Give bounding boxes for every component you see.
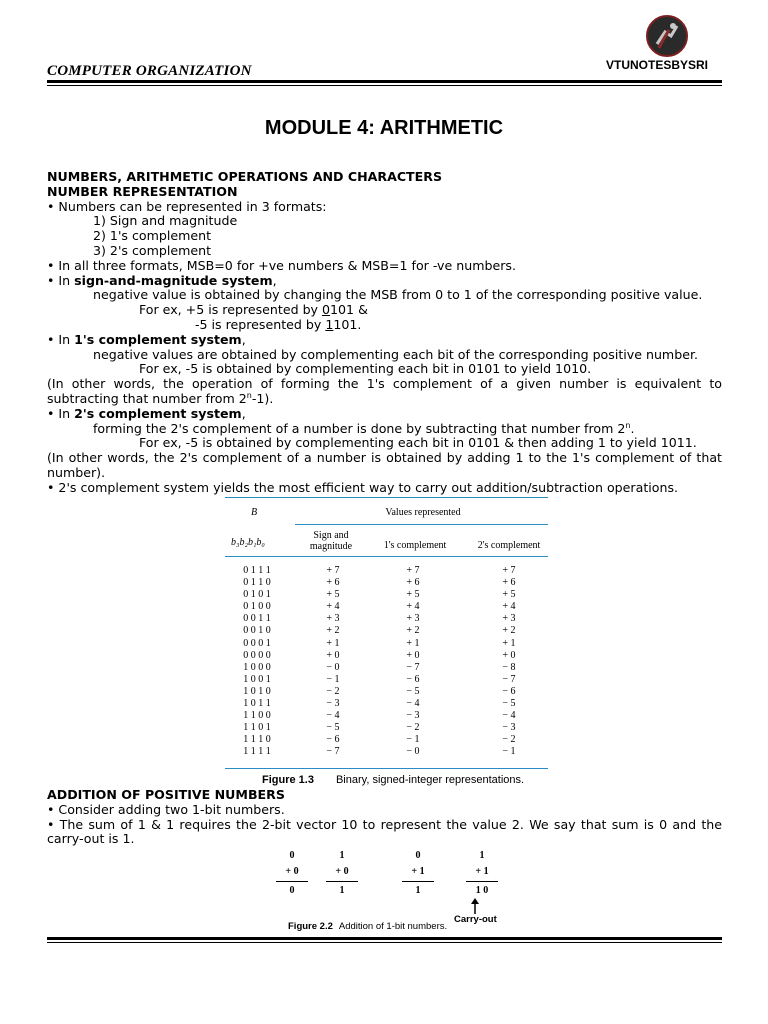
table-cell: 0 0 1 1 (243, 613, 271, 625)
tc-example: For ex, -5 is obtained by complementing each bit in 0101 & then adding 1 to yield 1011. (139, 435, 697, 451)
table-cell: + 2 (502, 625, 516, 637)
table-cell: − 3 (406, 710, 420, 722)
figure-1-3-caption: Figure 1.3 Binary, signed-integer representations. (262, 774, 525, 786)
header-rule-thin (47, 85, 722, 86)
table-cell: 1 0 1 0 (243, 685, 271, 697)
main-body (47, 170, 722, 496)
table-cell: 1 0 0 0 (243, 661, 271, 673)
table-cell: + 2 (406, 625, 420, 637)
table-cell: − 5 (326, 722, 340, 734)
table-cell: + 0 (326, 649, 340, 661)
sm-example: -5 is represented by 1101. (195, 316, 362, 332)
table-cell: + 0 (502, 649, 516, 661)
table-cell: − 3 (502, 722, 516, 734)
table-cell: + 1 (326, 637, 340, 649)
addend: + 0 (335, 866, 349, 877)
section-heading: NUMBERS, ARITHMETIC OPERATIONS AND CHARACTERS (47, 169, 443, 184)
oc-note: (In other words, the operation of forming the 1's complement of a given number is equivalent to subtracting that number from 2$^n$-1). (47, 376, 722, 406)
table-cell: + 1 (406, 637, 420, 649)
table-cell: − 4 (406, 698, 420, 710)
table-cell: − 1 (502, 746, 516, 758)
addend: + 1 (411, 866, 425, 877)
table-rule (295, 524, 548, 525)
addend: 1 (479, 850, 485, 861)
addend: + 1 (475, 866, 489, 877)
table-cell: + 4 (502, 601, 516, 613)
sign-magnitude-column (313, 565, 353, 759)
format-item: 2) 1's complement (93, 228, 212, 244)
arrow-up-icon (470, 898, 480, 914)
table-cell: + 0 (406, 649, 420, 661)
table-cell: 1 1 1 0 (243, 734, 271, 746)
addition-section (47, 788, 722, 847)
addition-bullet: • Consider adding two 1-bit numbers. (47, 801, 285, 817)
table-cell: − 4 (502, 710, 516, 722)
table-cell: + 5 (502, 589, 516, 601)
footer-rule-thin (47, 942, 722, 943)
table-cell: + 7 (406, 565, 420, 576)
table-rule (225, 768, 548, 769)
oc-example: For ex, -5 is obtained by complementing each bit in 0101 to yield 1010. (139, 361, 592, 377)
addition-example (398, 848, 438, 899)
table-cell: − 4 (326, 710, 340, 722)
table-cell: + 2 (326, 625, 340, 637)
table-cell: 0 1 0 0 (243, 601, 271, 613)
table-cell: − 7 (326, 746, 340, 758)
tc-description: forming the 2's complement of a number is done by subtracting that number from 2$^n$. (93, 420, 635, 436)
table-header-values: Values represented (385, 507, 461, 518)
oc-description: negative values are obtained by complementing each bit of the corresponding positive number. (93, 346, 698, 362)
table-cell: + 3 (406, 613, 420, 625)
twos-complement-column (489, 565, 529, 759)
page-title: MODULE 4: ARITHMETIC (264, 117, 504, 139)
table-cell: 0 0 0 0 (243, 649, 271, 661)
sum: 1 0 (475, 885, 489, 896)
sum: 1 (415, 885, 421, 896)
logo-text: VTUNOTESBYSRI (606, 58, 709, 72)
table-cell: − 7 (502, 673, 516, 685)
table-cell: − 5 (502, 698, 516, 710)
table-cell: 1 0 1 1 (243, 698, 271, 710)
ones-complement-column (393, 565, 433, 759)
addend: 0 (289, 850, 295, 861)
footer-rule (47, 937, 722, 940)
climber-logo-icon (643, 14, 691, 58)
table-cell: − 2 (406, 722, 420, 734)
table-cell: 0 1 1 1 (243, 565, 271, 576)
sum-line (326, 881, 358, 882)
addition-bullet: • The sum of 1 & 1 requires the 2-bit vector 10 to represent the value 2. We say that sum is 0 and the carry-out is 1. (47, 816, 722, 847)
format-item: 3) 2's complement (93, 242, 212, 258)
sum-line (402, 881, 434, 882)
subsection-heading: NUMBER REPRESENTATION (47, 183, 238, 199)
table-cell: − 2 (326, 685, 340, 697)
sum: 0 (289, 885, 295, 896)
addition-example (322, 848, 362, 899)
format-item: 1) Sign and magnitude (93, 213, 238, 229)
table-cell: 0 1 0 1 (243, 589, 271, 601)
addend: + 0 (285, 866, 299, 877)
table-col-twos: 2's complement (477, 540, 541, 551)
tc-note: (In other words, the 2's complement of a number is obtained by adding 1 to the 1's complement of that number). (47, 450, 722, 480)
addition-heading: ADDITION OF POSITIVE NUMBERS (47, 787, 285, 802)
table-cell: + 1 (502, 637, 516, 649)
table-cell: − 1 (406, 734, 420, 746)
table-col-ones: 1's complement (383, 540, 447, 551)
table-cell: + 7 (502, 565, 516, 576)
table-cell: − 6 (502, 685, 516, 697)
sum-line (276, 881, 308, 882)
table-cell: − 2 (502, 734, 516, 746)
table-cell: + 5 (406, 589, 420, 601)
table-cell: − 7 (406, 661, 420, 673)
sm-example: For ex, +5 is represented by 0101 & (139, 302, 368, 318)
addition-example (462, 848, 502, 899)
table-cell: + 6 (502, 577, 516, 589)
table-cell: + 6 (326, 577, 340, 589)
table-cell: − 1 (326, 673, 340, 685)
table-cell: − 0 (326, 661, 340, 673)
table-cell: 0 0 1 0 (243, 625, 271, 637)
table-cell: + 3 (502, 613, 516, 625)
figure-2-2-caption: Figure 2.2 Addition of 1-bit numbers. (288, 921, 448, 932)
table-rule (225, 556, 548, 557)
bullet-msb: • In all three formats, MSB=0 for +ve numbers & MSB=1 for -ve numbers. (47, 257, 516, 273)
table-cell: 1 1 0 0 (243, 710, 271, 722)
bullet-ones-complement: • In 1's complement system, (47, 331, 246, 347)
table-cell: + 4 (326, 601, 340, 613)
table-cell: − 6 (406, 673, 420, 685)
table-cell: − 8 (502, 661, 516, 673)
table-cell: + 6 (406, 577, 420, 589)
table-cell: 1 0 0 1 (243, 673, 271, 685)
table-col-sign-magnitude: Sign and magnitude (309, 530, 353, 552)
table-cell: + 7 (326, 565, 340, 576)
table-cell: 0 1 1 0 (243, 577, 271, 589)
table-rule (225, 497, 548, 498)
table-cell: − 6 (326, 734, 340, 746)
addend: 1 (339, 850, 345, 861)
table-cell: + 4 (406, 601, 420, 613)
table-cell: − 5 (406, 685, 420, 697)
table-cell: + 3 (326, 613, 340, 625)
carry-out-label: Carry-out (454, 914, 497, 925)
sum-line (466, 881, 498, 882)
table-cell: 1 1 1 1 (243, 746, 271, 758)
table-cell: − 3 (326, 698, 340, 710)
signed-integer-table (225, 497, 548, 769)
addend: 0 (415, 850, 421, 861)
table-col-bits: b₃b₂b₁b₀ (231, 537, 265, 548)
table-header-b: B (251, 507, 258, 518)
table-cell: − 0 (406, 746, 420, 758)
header-rule (47, 80, 722, 83)
bullet-formats: • Numbers can be represented in 3 formats: (47, 198, 327, 214)
addition-example (272, 848, 312, 899)
table-cell: 0 0 0 1 (243, 637, 271, 649)
bullet-efficiency: • 2's complement system yields the most efficient way to carry out addition/subtraction operations. (47, 479, 679, 495)
bullet-sign-magnitude: • In sign-and-magnitude system, (47, 272, 277, 288)
bits-column (235, 565, 279, 759)
bullet-twos-complement: • In 2's complement system, (47, 405, 246, 421)
sum: 1 (339, 885, 345, 896)
table-cell: + 5 (326, 589, 340, 601)
sm-description: negative value is obtained by changing the MSB from 0 to 1 of the corresponding positive value. (93, 287, 703, 303)
running-header-title: COMPUTER ORGANIZATION (47, 63, 252, 79)
table-cell: 1 1 0 1 (243, 722, 271, 734)
